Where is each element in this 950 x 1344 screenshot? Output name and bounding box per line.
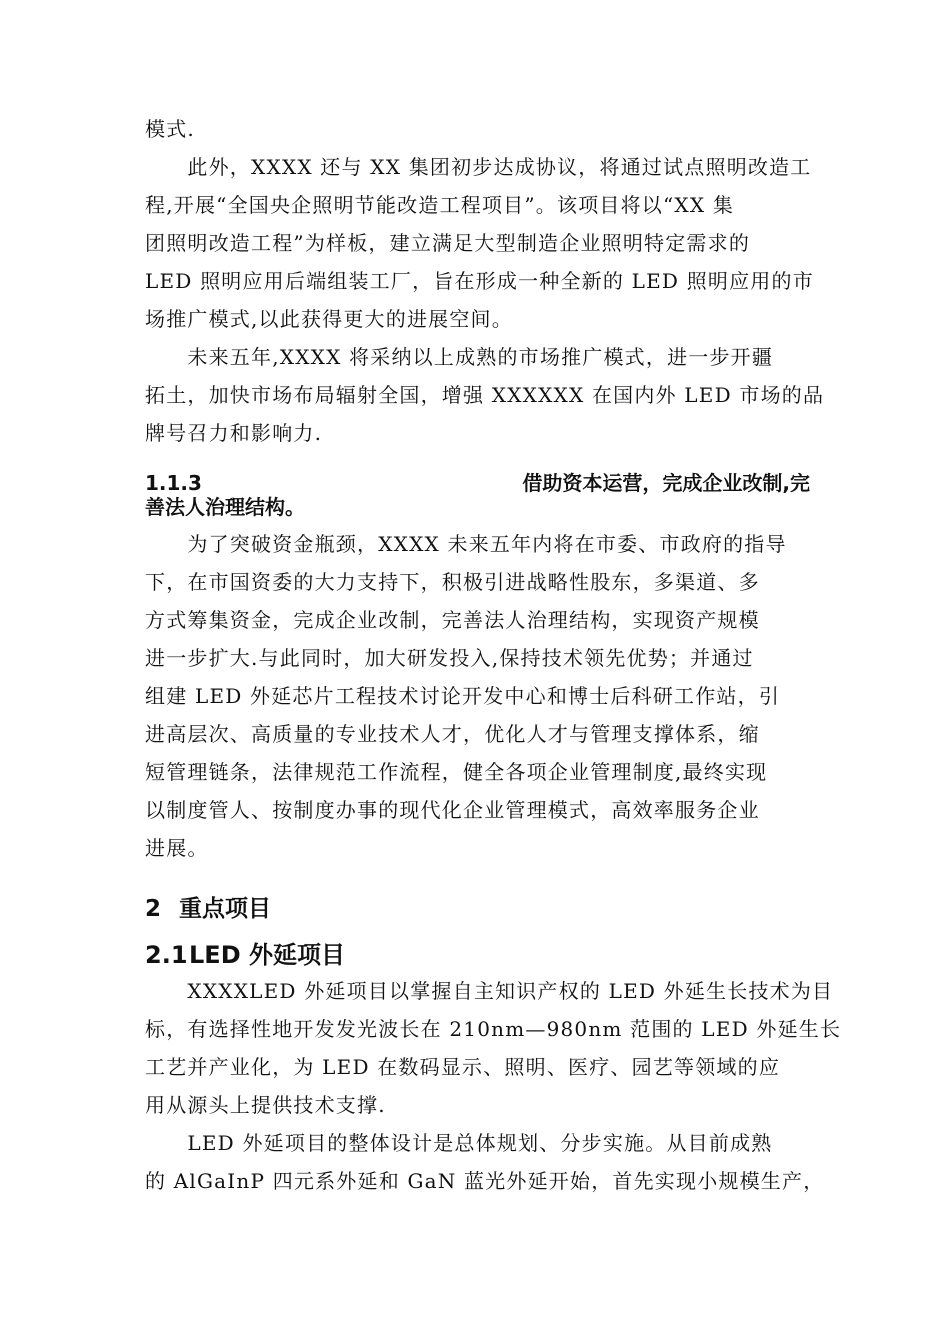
section-number-2-1: 2.1 [145, 941, 188, 969]
text-line: 下，在市国资委的大力支持下，积极引进战略性股东，多渠道、多 [145, 570, 760, 594]
text-line: 此外，XXXX 还与 XX 集团初步达成协议，将通过试点照明改造工 [145, 155, 812, 179]
paragraph-led-epitaxy-goal [145, 972, 842, 1124]
text-line: 组建 LED 外延芯片工程技术讨论开发中心和博士后科研工作站，引 [145, 684, 781, 708]
text-line: 用从源头上提供技术支撑. [145, 1093, 386, 1117]
section-number: 1.1.3 [145, 471, 202, 495]
text-line: 方式筹集资金，完成企业改制，完善法人治理结构，实现资产规模 [145, 608, 760, 632]
paragraph-capital-operation [145, 525, 810, 867]
text-line: 工艺并产业化，为 LED 在数码显示、照明、医疗、园艺等领域的应 [145, 1055, 781, 1079]
text-line: 进展。 [145, 836, 209, 860]
chapter-number: 2 [145, 896, 162, 922]
text-line: 程,开展“全国央企照明节能改造工程项目”。该项目将以“XX 集 [145, 193, 735, 217]
section-title-part1: 借助资本运营，完成企业改制,完 [522, 471, 810, 495]
text-line: 场推广模式,以此获得更大的进展空间。 [145, 307, 513, 331]
paragraph-led-epitaxy-design [145, 1124, 825, 1200]
section-title-part2: 善法人治理结构。 [145, 495, 305, 519]
section-heading-2-1 [145, 935, 345, 970]
chapter-title: 重点项目 [179, 896, 271, 922]
section-heading-1-1-3 [145, 471, 810, 519]
text-line: 短管理链条，法律规范工作流程，健全各项企业管理制度,最终实现 [145, 760, 768, 784]
text-line: 牌号召力和影响力. [145, 421, 323, 445]
text-line: 未来五年,XXXX 将采纳以上成熟的市场推广模式，进一步开疆 [145, 345, 774, 369]
text-line: 团照明改造工程”为样板，建立满足大型制造企业照明特定需求的 [145, 231, 751, 255]
text-line: 进高层次、高质量的专业技术人才，优化人才与管理支撑体系，缩 [145, 722, 760, 746]
text-line: 拓土，加快市场布局辐射全国，增强 XXXXXX 在国内外 LED 市场的品 [145, 383, 825, 407]
text-line: 的 AlGaInP 四元系外延和 GaN 蓝光外延开始，首先实现小规模生产， [145, 1169, 825, 1193]
text-line: 以制度管人、按制度办事的现代化企业管理模式，高效率服务企业 [145, 798, 760, 822]
text-line: XXXXLED 外延项目以掌握自主知识产权的 LED 外延生长技术为目 [145, 979, 834, 1003]
chapter-heading-2 [145, 890, 271, 923]
text-line: 模式. [145, 117, 195, 141]
text-line: 为了突破资金瓶颈，XXXX 未来五年内将在市委、市政府的指导 [145, 532, 787, 556]
text-line: 标，有选择性地开发发光波长在 210nm—980nm 范围的 LED 外延生长 [145, 1017, 842, 1041]
paragraph-five-year-plan [145, 338, 825, 452]
text-line: LED 外延项目的整体设计是总体规划、分步实施。从目前成熟 [145, 1131, 773, 1155]
paragraph-pilot-project [145, 148, 814, 338]
paragraph-mode [145, 110, 810, 148]
section-title-2-1: LED 外延项目 [189, 941, 345, 969]
text-line: 进一步扩大.与此同时，加大研发投入,保持技术领先优势；并通过 [145, 646, 754, 670]
text-line: LED 照明应用后端组装工厂，旨在形成一种全新的 LED 照明应用的市 [145, 269, 814, 293]
